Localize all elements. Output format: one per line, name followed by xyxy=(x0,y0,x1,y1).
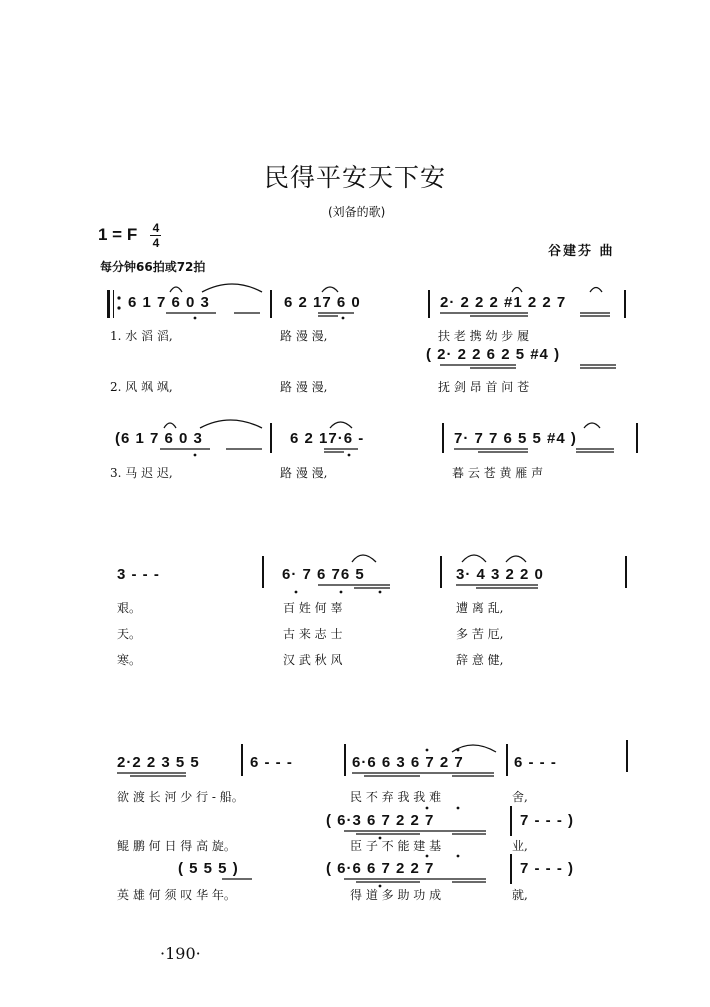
s2-measure-1: 3 - - - xyxy=(117,566,160,583)
s2-lyric3-a: 寒。 xyxy=(117,653,142,667)
s3-lyric2-b: 臣 子 不 能 建 基 xyxy=(350,839,442,853)
s2-measure-2: 6· 7 6 76 5 xyxy=(282,566,365,583)
s3-r1-measure-1: 2·2 2 3 5 5 xyxy=(117,754,200,771)
s3-lyric2-a: 鲲 鹏 何 日 得 高 旋。 xyxy=(117,839,236,853)
slur xyxy=(352,555,376,562)
s1-lyric3-b: 路 漫 漫, xyxy=(280,466,328,480)
s2-lyric1-a: 艰。 xyxy=(117,601,142,615)
slur xyxy=(506,556,526,562)
s1-lyric2-a: 2. 风 飒 飒, xyxy=(110,380,173,394)
s3-r3-measure-1: ( 5 5 5 ) xyxy=(178,860,239,877)
s1-lyric3-c: 暮 云 苍 黄 雁 声 xyxy=(452,466,544,480)
slur xyxy=(330,422,352,428)
s1-lyric2-b: 路 漫 漫, xyxy=(280,380,328,394)
slur xyxy=(584,423,600,428)
s1-lyric1-b: 路 漫 漫, xyxy=(280,329,328,343)
s3-lyric1-c: 舍, xyxy=(512,790,528,804)
s2-lyric1-b: 百 姓 何 辜 xyxy=(283,601,343,615)
s2-measure-3: 3· 4 3 2 2 0 xyxy=(456,566,544,583)
s3-r3-measure-2: ( 6·6 6 7 2 2 7 xyxy=(326,860,435,877)
composer-credit: 谷建芬 曲 xyxy=(548,244,615,259)
s1-lyric1-a: 1. 水 滔 滔, xyxy=(110,329,173,343)
page-number: ·190· xyxy=(160,944,201,963)
s3-r2-measure-1: ( 6·3 6 7 2 2 7 xyxy=(326,812,435,829)
s3-lyric3-a: 英 雄 何 须 叹 华 年。 xyxy=(117,888,236,902)
slur xyxy=(200,420,262,428)
s3-lyric3-c: 就, xyxy=(512,888,528,902)
s1-r1-measure-3: 2· 2 2 2 #1 2 2 7 xyxy=(440,294,567,311)
key-signature: 1 = F xyxy=(98,225,138,244)
s2-lyric1-c: 遭 离 乱, xyxy=(456,601,504,615)
s2-lyric2-b: 古 来 志 士 xyxy=(283,627,343,641)
song-title: 民得平安天下安 xyxy=(264,163,447,192)
s1-r2-measure: ( 2· 2 2 6 2 5 #4 ) xyxy=(426,346,561,363)
s3-r1-measure-2: 6 - - - xyxy=(250,754,293,771)
slur xyxy=(164,423,176,428)
time-signature-bottom: 4 xyxy=(152,236,160,250)
s3-lyric3-b: 得 道 多 助 功 成 xyxy=(350,888,442,902)
slur xyxy=(512,288,522,293)
s1-r1-measure-2: 6 2 17 6 0 xyxy=(284,294,361,311)
time-signature-top: 4 xyxy=(152,221,160,235)
s3-lyric1-a: 欲 渡 长 河 少 行 - 船。 xyxy=(117,790,244,804)
s1-lyric1-c: 扶 老 携 幼 步 履 xyxy=(438,329,530,343)
s1-r3-measure-3: 7· 7 7 6 5 5 #4 ) xyxy=(454,430,577,447)
slur xyxy=(462,555,486,562)
s3-r1-measure-4: 6 - - - xyxy=(514,754,557,771)
s1-r3-measure-2: 6 2 17·6 - xyxy=(290,430,365,447)
slur xyxy=(322,287,338,292)
s3-r2-measure-2: 7 - - - ) xyxy=(520,812,574,829)
s2-lyric2-a: 天。 xyxy=(117,627,142,641)
s2-lyric3-b: 汉 武 秋 风 xyxy=(283,653,343,667)
slur xyxy=(202,284,262,292)
s2-lyric2-c: 多 苦 厄, xyxy=(456,627,504,641)
s3-r1-measure-3: 6·6 6 3 6 7 2 7 xyxy=(352,754,464,771)
song-subtitle: (刘备的歌) xyxy=(328,205,386,219)
slur xyxy=(590,288,602,293)
slur xyxy=(170,287,182,292)
s3-r3-measure-3: 7 - - - ) xyxy=(520,860,574,877)
s3-lyric1-b: 民 不 弃 我 我 难 xyxy=(350,790,442,804)
s1-r1-measure-1: 6 1 7 6 0 3 xyxy=(128,294,210,311)
s1-lyric2-c: 抚 剑 昂 首 问 苍 xyxy=(438,380,530,394)
tempo-marking: 每分钟66拍或72拍 xyxy=(100,260,206,274)
s3-lyric2-c: 业, xyxy=(512,839,528,853)
s1-r3-measure-1: (6 1 7 6 0 3 xyxy=(115,430,203,447)
s1-lyric3-a: 3. 马 迟 迟, xyxy=(110,466,173,480)
s2-lyric3-c: 辞 意 健, xyxy=(456,653,504,667)
